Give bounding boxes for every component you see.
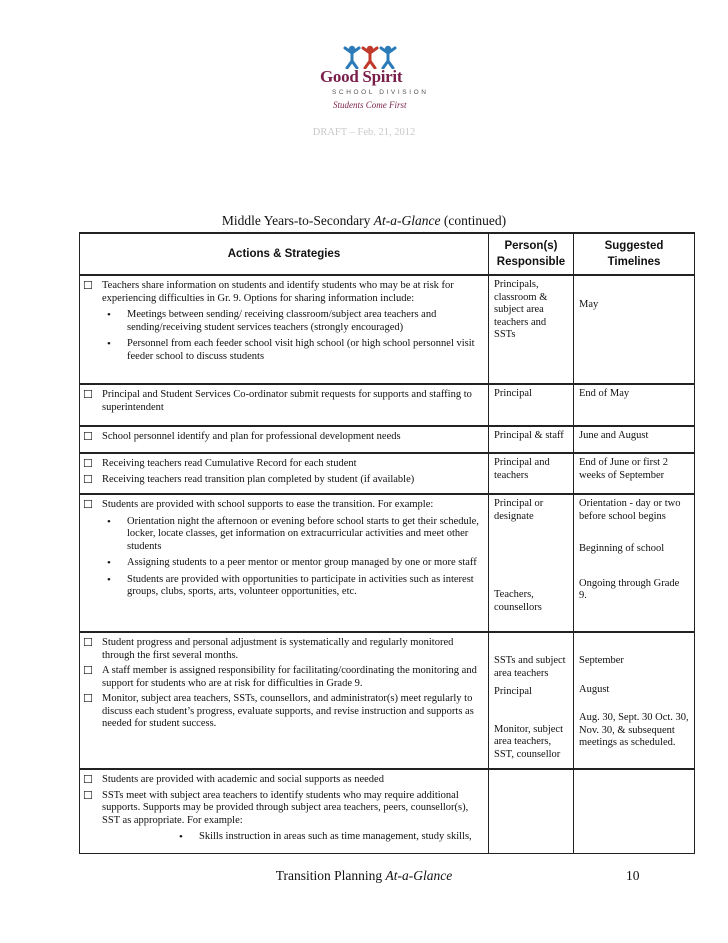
bullet-item <box>107 516 483 554</box>
action-text: A staff member is assigned responsibility for facilitating/coordinating the monitoring and support for students who are at risk for difficulties in Grade 9. <box>102 665 477 689</box>
actions-cell <box>80 426 489 453</box>
timeline-text: Orientation - day or two before school begins <box>579 498 681 522</box>
person-text: Principal or designate <box>494 498 544 522</box>
checkbox-icon[interactable]: ☐ <box>83 457 93 470</box>
action-text: Students are provided with academic and social supports as needed <box>102 774 384 785</box>
timeline-text: August <box>579 683 610 695</box>
logo-division: SCHOOL DIVISION <box>332 89 429 96</box>
logo-name: Good Spirit <box>320 67 403 86</box>
action-item <box>85 665 483 690</box>
page-number: 10 <box>626 868 640 883</box>
heading-prefix: Middle Years-to-Secondary <box>221 213 374 228</box>
bullet-text: Meetings between sending/ receiving classroom/subject area teachers and sending/receiving student services teachers (strongly encouraged) <box>127 309 437 333</box>
person-cell <box>489 426 574 453</box>
action-item <box>85 637 483 662</box>
timeline-cell <box>574 275 695 384</box>
action-text: Teachers share information on students and identify students who may be at risk for experiencing difficulties in Gr. 9. Options for sharing information include: <box>102 280 454 304</box>
draft-watermark: DRAFT – Feb. 21, 2012 <box>312 127 416 138</box>
person-cell <box>489 769 574 853</box>
actions-cell <box>80 453 489 494</box>
timeline-text: Aug. 30, Sept. 30 Oct. 30, Nov. 30, & subsequent meetings as scheduled. <box>579 712 689 748</box>
timeline-text: End of May <box>579 388 630 399</box>
timeline-cell <box>574 769 695 853</box>
actions-cell <box>80 632 489 769</box>
person-text: Principal <box>494 388 532 399</box>
action-text: Student progress and personal adjustment is systematically and regularly monitored through the first several months. <box>102 637 454 661</box>
timeline-text: Ongoing through Grade 9. <box>579 577 680 601</box>
bullet-text: Orientation night the afternoon or evening before school starts to get their schedule, locker, locate classes, get information on extracurricular activities and meet other students <box>127 515 479 552</box>
page-footer <box>0 868 728 884</box>
checkbox-icon[interactable]: ☐ <box>83 773 93 786</box>
action-item <box>85 431 483 444</box>
bullet-item <box>107 574 483 599</box>
actions-cell <box>80 494 489 632</box>
heading-italic: At-a-Glance <box>373 213 441 228</box>
action-item <box>85 790 483 828</box>
person-text: Principal and teachers <box>494 457 550 481</box>
person-text: Principal <box>494 686 532 697</box>
bullet-item <box>107 309 483 334</box>
header-actions: Actions & Strategies <box>80 233 489 275</box>
timeline-cell <box>574 494 695 632</box>
action-text: Receiving teachers read transition plan completed by student (if available) <box>102 473 415 485</box>
page-heading <box>0 213 728 229</box>
person-cell <box>489 453 574 494</box>
bullet-item <box>107 338 483 363</box>
bullet-icon: • <box>107 573 111 586</box>
person-cell <box>489 275 574 384</box>
logo-tagline: Students Come First <box>333 100 407 110</box>
person-text: Principal & staff <box>494 430 564 441</box>
actions-cell <box>80 275 489 384</box>
checkbox-icon[interactable]: ☐ <box>83 664 93 677</box>
school-logo <box>300 45 430 117</box>
action-item <box>85 499 483 512</box>
bullet-text: Students are provided with opportunities to participate in activities such as interest groups, clubs, sports, arts, volunteer opportunities, etc. <box>127 573 474 597</box>
timeline-cell <box>574 426 695 453</box>
bullet-text: Skills instruction in areas such as time management, study skills, <box>199 831 472 842</box>
action-item <box>85 774 483 787</box>
action-item <box>85 693 483 731</box>
table-row <box>80 632 695 769</box>
action-item <box>85 389 483 414</box>
timeline-cell <box>574 384 695 426</box>
table-row <box>80 453 695 494</box>
checkbox-icon[interactable]: ☐ <box>83 472 93 486</box>
person-cell <box>489 632 574 769</box>
action-text: Principal and Student Services Co-ordinator submit requests for supports and staffing to superintendent <box>102 389 472 413</box>
action-text: Monitor, subject area teachers, SSTs, counsellors, and administrator(s) meet regularly to discuss each student’s progress, evaluate supports, and revise instruction and supports as needed for student success. <box>102 693 474 729</box>
bullet-icon: • <box>107 338 111 350</box>
person-text: Teachers, counsellors <box>494 589 542 613</box>
timeline-text: June and August <box>579 430 649 441</box>
table-row <box>80 275 695 384</box>
person-text: SSTs and subject area teachers <box>494 655 566 679</box>
action-text: Receiving teachers read Cumulative Record for each student <box>102 458 357 469</box>
person-cell <box>489 494 574 632</box>
checkbox-icon[interactable]: ☐ <box>83 788 93 802</box>
table-row <box>80 494 695 632</box>
checkbox-icon[interactable]: ☐ <box>83 636 93 649</box>
bullet-text: Personnel from each feeder school visit high school (or high school personnel visit feeder school to discuss students <box>127 338 475 362</box>
action-text: SSTs meet with subject area teachers to identify students who may require additional supports. Supports may be provided through subject area teachers, peers, counsellor(s), SST as appropriate. For example: <box>102 789 469 826</box>
header-person: Person(s) Responsible <box>489 233 574 275</box>
footer-italic: At-a-Glance <box>385 868 453 883</box>
action-text: School personnel identify and plan for professional development needs <box>102 431 401 442</box>
timeline-text: May <box>579 299 599 310</box>
footer-prefix: Transition Planning <box>275 868 386 883</box>
checkbox-icon[interactable]: ☐ <box>83 388 93 401</box>
bullet-icon: • <box>107 515 111 528</box>
action-item <box>85 458 483 471</box>
timeline-cell <box>574 453 695 494</box>
header-timeline: Suggested Timelines <box>574 233 695 275</box>
table-row <box>80 769 695 853</box>
timeline-cell <box>574 632 695 769</box>
person-cell <box>489 384 574 426</box>
table-header-row <box>80 233 695 275</box>
checkbox-icon[interactable]: ☐ <box>83 430 93 443</box>
action-text: Students are provided with school supports to ease the transition. For example: <box>102 499 434 510</box>
plan-table <box>79 232 695 854</box>
actions-cell <box>80 384 489 426</box>
bullet-item <box>179 831 483 844</box>
bullet-icon: • <box>179 831 183 843</box>
table-row <box>80 384 695 426</box>
timeline-text: End of June or first 2 weeks of September <box>579 457 668 481</box>
bullet-item <box>107 557 483 570</box>
action-item <box>85 474 483 487</box>
person-text: Monitor, subject area teachers, SST, counsellor <box>494 723 563 760</box>
table-row <box>80 426 695 453</box>
checkbox-icon[interactable]: ☐ <box>83 498 93 511</box>
timeline-text: Beginning of school <box>579 543 665 554</box>
actions-cell <box>80 769 489 853</box>
bullet-icon: • <box>107 309 111 321</box>
logo-figures-icon <box>340 45 400 69</box>
heading-suffix: (continued) <box>440 213 507 228</box>
action-item <box>85 280 483 305</box>
person-text: Principals, classroom & subject area teachers and SSTs <box>494 279 548 340</box>
bullet-icon: • <box>107 557 111 569</box>
checkbox-icon[interactable]: ☐ <box>83 279 93 292</box>
bullet-text: Assigning students to a peer mentor or mentor group managed by one or more staff <box>127 557 477 568</box>
checkbox-icon[interactable]: ☐ <box>83 692 93 705</box>
timeline-text: September <box>579 655 624 666</box>
